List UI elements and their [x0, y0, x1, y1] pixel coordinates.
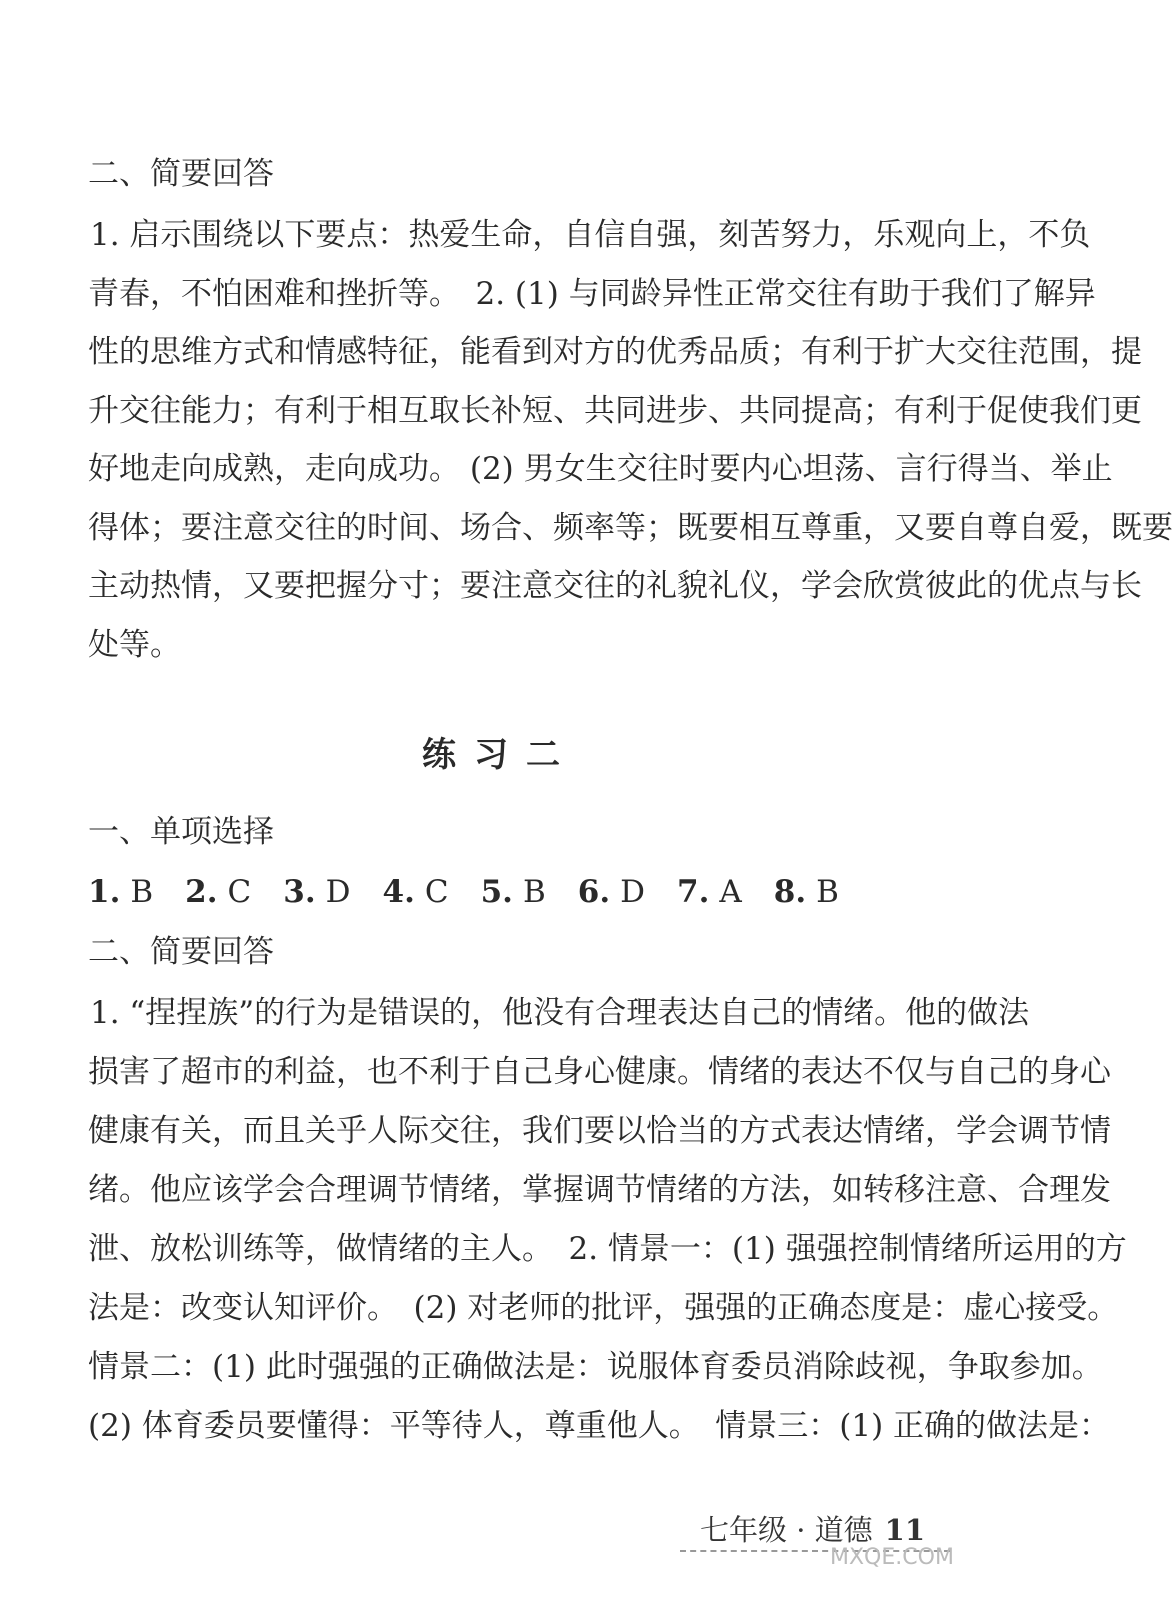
page-number: 11 [884, 1513, 926, 1547]
text-line: 升交往能力；有利于相互取长补短、共同进步、共同提高；有利于促使我们更 [88, 392, 1142, 429]
text-line: (2) 体育委员要懂得：平等待人，尊重他人。 情景三：(1) 正确的做法是： [88, 1408, 1111, 1444]
answer-number: 5. [480, 874, 513, 910]
answer-list [88, 872, 871, 912]
text-line: 损害了超市的利益，也不利于自己身心健康。情绪的表达不仅与自己的身心 [88, 1054, 1111, 1090]
answer-number: 1. [88, 874, 121, 910]
text-line: 泄、放松训练等，做情绪的主人。 2. 情景一：(1) 强强控制情绪所运用的方 [88, 1231, 1127, 1267]
footer-label: 七年级 · 道德 [700, 1513, 873, 1547]
answer-number: 2. [185, 874, 218, 910]
text-line: 好地走向成熟，走向成功。 (2) 男女生交往时要内心坦荡、言行得当、举止 [88, 451, 1113, 487]
section1-heading: 二、简要回答 [88, 156, 274, 192]
exercise-title: 练习二 [422, 735, 578, 775]
text-line: 青春，不怕困难和挫折等。 2. (1) 与同龄异性正常交往有助于我们了解异 [88, 275, 1096, 312]
answer-item [774, 874, 855, 910]
answer-number: 4. [382, 874, 415, 910]
answer-number: 6. [577, 874, 611, 910]
text-line: 法是：改变认知评价。 (2) 对老师的批评，强强的正确态度是：虚心接受。 [88, 1290, 1119, 1326]
answer-item [383, 874, 465, 910]
answer-choice: C [227, 874, 252, 910]
text-line: 绪。他应该学会合理调节情绪，掌握调节情绪的方法，如转移注意、合理发 [88, 1172, 1111, 1208]
answer-choice: B [522, 874, 546, 910]
watermark: MXQE.COM [830, 1545, 954, 1570]
answer-choice: D [325, 874, 351, 910]
section3-heading: 二、简要回答 [88, 934, 274, 970]
answer-item [578, 874, 661, 910]
text-line: 主动热情，又要把握分寸；要注意交往的礼貌礼仪，学会欣赏彼此的优点与长 [88, 568, 1142, 604]
text-line: 1. 启示围绕以下要点：热爱生命，自信自强，刻苦努力，乐观向上，不负 [90, 217, 1091, 253]
section2-heading: 一、单项选择 [88, 814, 274, 850]
text-line: 处等。 [88, 626, 181, 663]
answer-number: 8. [773, 874, 807, 910]
answer-choice: C [424, 874, 449, 910]
answer-item [88, 874, 169, 910]
answer-item [677, 874, 758, 910]
text-line: 健康有关，而且关乎人际交往，我们要以恰当的方式表达情绪，学会调节情 [88, 1113, 1111, 1149]
answer-number: 7. [677, 874, 710, 910]
answer-item [481, 874, 562, 910]
answer-item [283, 874, 366, 910]
answer-number: 3. [283, 874, 316, 910]
text-line: 1. “捏捏族”的行为是错误的，他没有合理表达自己的情绪。他的做法 [90, 995, 1030, 1031]
answer-choice: A [719, 874, 742, 910]
text-line: 性的思维方式和情感特征，能看到对方的优秀品质；有利于扩大交往范围，提 [88, 334, 1142, 370]
answer-choice: B [130, 874, 154, 910]
answer-item [185, 874, 267, 910]
answer-choice: D [620, 874, 645, 910]
answer-choice: B [816, 874, 839, 910]
page-footer [700, 1508, 925, 1549]
text-line: 得体；要注意交往的时间、场合、频率等；既要相互尊重，又要自尊自爱，既要 [88, 509, 1173, 546]
text-line: 情景二：(1) 此时强强的正确做法是：说服体育委员消除歧视，争取参加。 [88, 1349, 1103, 1385]
